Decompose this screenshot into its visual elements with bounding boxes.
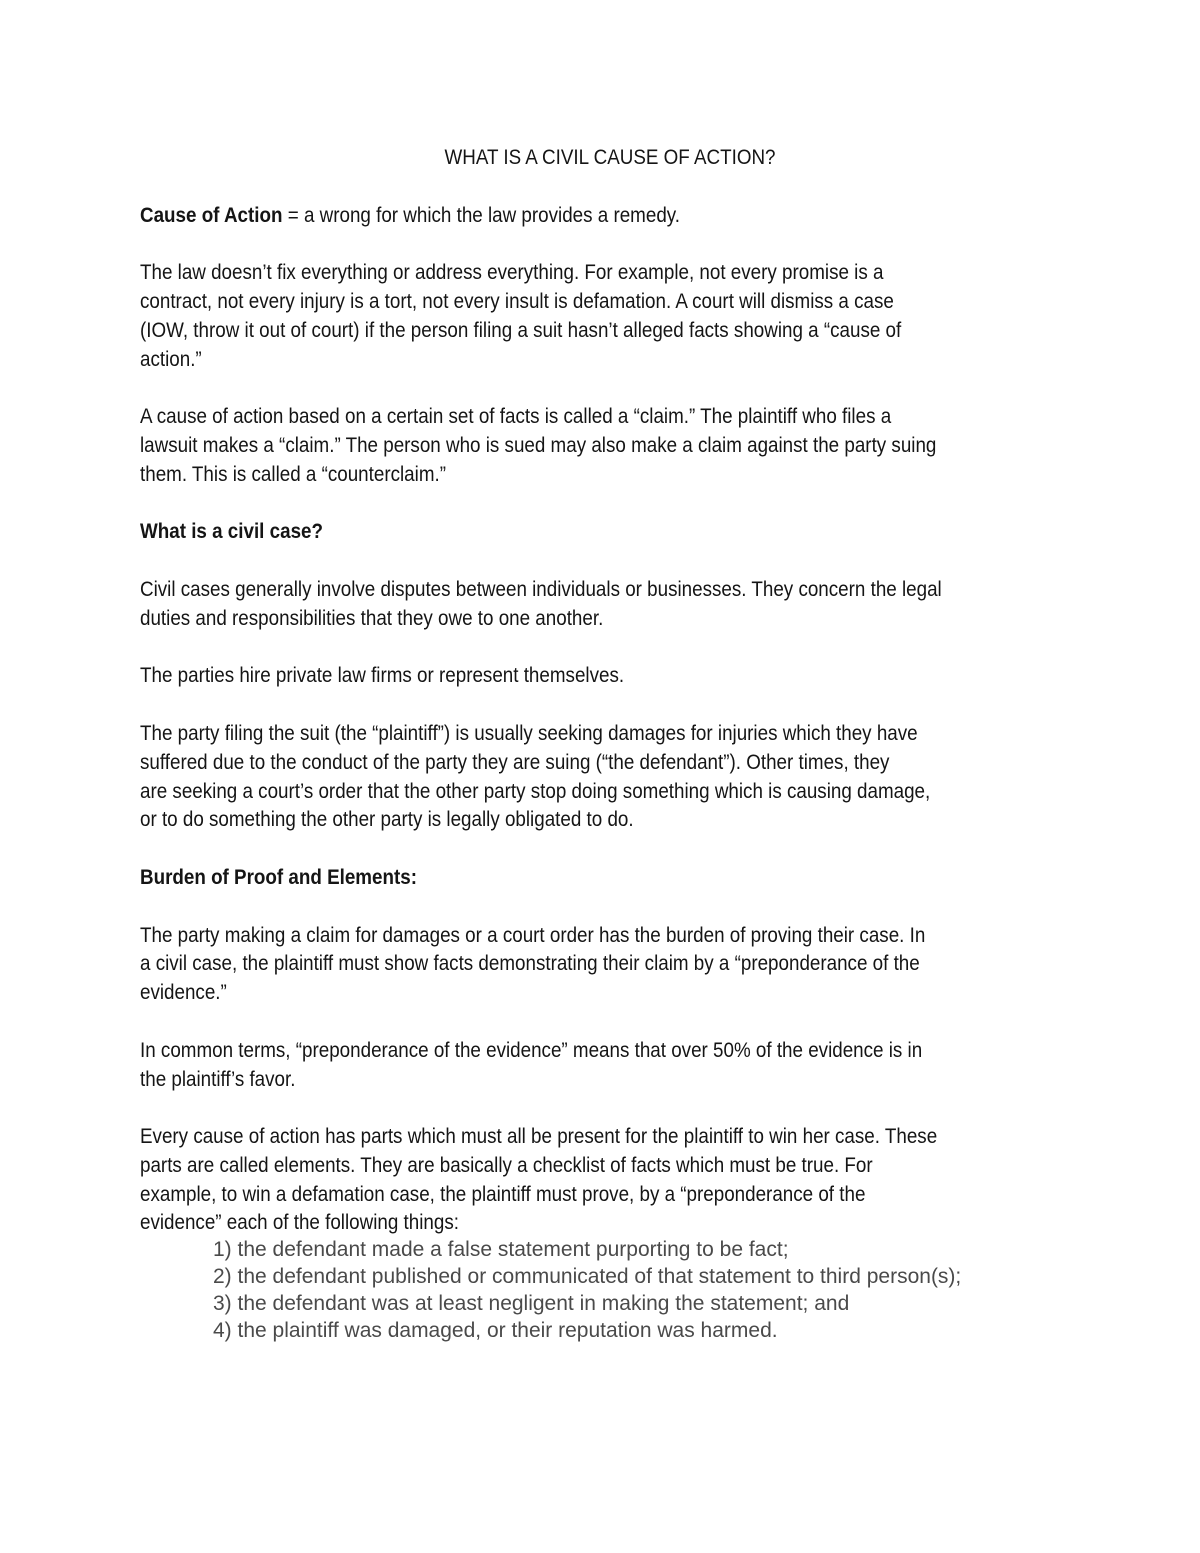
- paragraph-4: [140, 661, 1080, 690]
- text-line: the plaintiff’s favor.: [140, 1066, 296, 1091]
- section-heading-burden-of-proof: Burden of Proof and Elements:: [140, 864, 417, 889]
- text-line: action.”: [140, 346, 202, 371]
- paragraph-2: [140, 402, 1080, 488]
- text-line: evidence.”: [140, 980, 227, 1005]
- definition-term: Cause of Action: [140, 202, 283, 227]
- text-line: evidence” each of the following things:: [140, 1210, 459, 1235]
- text-line: The party making a claim for damages or a court order has the burden of proving their case. In: [140, 922, 926, 947]
- text-line: Every cause of action has parts which must all be present for the plaintiff to win her case. These: [140, 1124, 938, 1149]
- definition: [140, 201, 963, 230]
- paragraph-1: [140, 258, 1080, 373]
- paragraph-3: [140, 575, 1080, 633]
- text-line: parts are called elements. They are basically a checklist of facts which must be true. For: [140, 1152, 873, 1177]
- text-line: suffered due to the conduct of the party they are suing (“the defendant”). Other times, they: [140, 749, 890, 774]
- paragraph-5: [140, 719, 1080, 834]
- text-line: A cause of action based on a certain set of facts is called a “claim.” The plaintiff who files a: [140, 404, 892, 429]
- text-line: The law doesn’t fix everything or address everything. For example, not every promise is a: [140, 260, 884, 285]
- text-line: The parties hire private law firms or represent themselves.: [140, 663, 625, 688]
- text-line: example, to win a defamation case, the plaintiff must prove, by a “preponderance of the: [140, 1181, 866, 1206]
- list-item: 4) the plaintiff was damaged, or their reputation was harmed.: [213, 1318, 778, 1342]
- text-line: a civil case, the plaintiff must show facts demonstrating their claim by a “preponderance of the: [140, 951, 920, 976]
- paragraph-8: [140, 1122, 1080, 1237]
- text-line: (IOW, throw it out of court) if the person filing a suit hasn’t alleged facts showing a “cause of: [140, 317, 902, 342]
- document-page: [140, 143, 1080, 1344]
- paragraph-7: [140, 1036, 1080, 1094]
- page-title: WHAT IS A CIVIL CAUSE OF ACTION?: [444, 145, 776, 169]
- text-line: lawsuit makes a “claim.” The person who is sued may also make a claim against the party suing: [140, 432, 937, 457]
- text-line: contract, not every injury is a tort, not every insult is defamation. A court will dismiss a case: [140, 288, 894, 313]
- paragraph-6: [140, 921, 1080, 1007]
- definition-text: = a wrong for which the law provides a remedy.: [282, 202, 681, 227]
- text-line: The party filing the suit (the “plaintiff”) is usually seeking damages for injuries which they have: [140, 720, 918, 745]
- list-item: 3) the defendant was at least negligent in making the statement; and: [213, 1291, 850, 1315]
- section-heading-civil-case: What is a civil case?: [140, 519, 323, 544]
- elements-list: [140, 1237, 1080, 1344]
- text-line: are seeking a court’s order that the other party stop doing something which is causing damage,: [140, 778, 931, 803]
- text-line: Civil cases generally involve disputes between individuals or businesses. They concern the legal: [140, 576, 942, 601]
- list-item: 1) the defendant made a false statement purporting to be fact;: [213, 1238, 789, 1262]
- text-line: or to do something the other party is legally obligated to do.: [140, 807, 634, 832]
- text-line: duties and responsibilities that they owe to one another.: [140, 605, 604, 630]
- text-line: In common terms, “preponderance of the evidence” means that over 50% of the evidence is in: [140, 1037, 923, 1062]
- list-item: 2) the defendant published or communicated of that statement to third person(s);: [213, 1265, 962, 1289]
- text-line: them. This is called a “counterclaim.”: [140, 461, 446, 486]
